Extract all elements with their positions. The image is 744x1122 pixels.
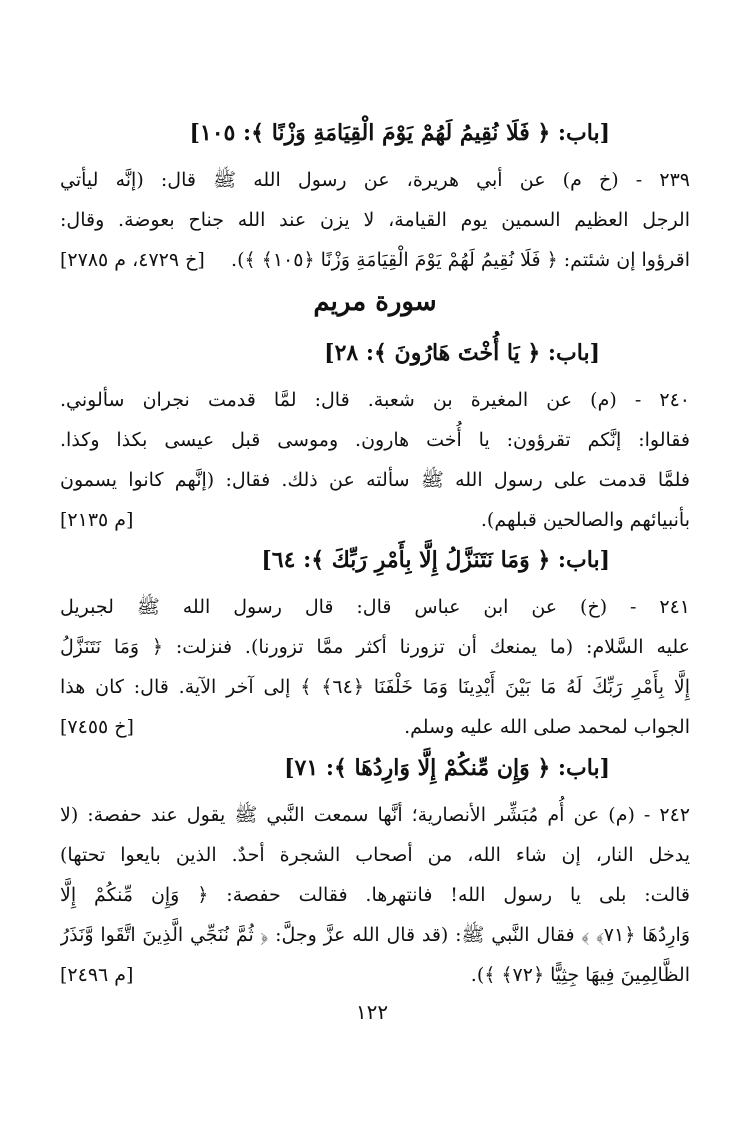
hadith-line: ٢٤١ - (خ) عن ابن عباس قال: قال رسول الله ﷺ لجبريل [60,596,690,618]
hadith-line: ٢٤٠ - (م) عن المغيرة بن شعبة. قال: لمَّا قدمت نجران سألوني. [60,389,690,411]
bab-heading: [باب: ﴿ وَمَا نَتَنَزَّلُ إِلَّا بِأَمْرِ رَبِّكَ ﴾: ٦٤] [261,547,610,573]
bab-heading: [باب: ﴿ يَا أُخْتَ هَارُونَ ﴾: ٢٨] [324,340,600,366]
bab-heading: [باب: ﴿ فَلَا نُقِيمُ لَهُمْ يَوْمَ الْقِيَامَةِ وَزْنًا ﴾: ١٠٥] [189,120,610,146]
hadith-reference: [خ ٤٧٢٩، م ٢٧٨٥] [60,249,205,271]
hadith-reference: [خ ٧٤٥٥] [60,716,134,738]
hadith-line-last [60,955,690,995]
hadith-line: يدخل النار، إن شاء الله، من أصحاب الشجرة أحدٌ. الذين بايعوا تحتها) [60,844,690,866]
section-bab-105 [60,113,690,153]
hadith-240 [60,380,690,540]
section-bab-71 [60,748,690,788]
hadith-line: فقالوا: إنَّكم تقرؤون: يا أُخت هارون. وموسى قبل عيسى بكذا وكذا. [60,429,690,451]
hadith-line-text: اقرؤوا إن شئتم: ﴿ فَلَا نُقِيمُ لَهُمْ يَوْمَ الْقِيَامَةِ وَزْنًا ﴿١٠٥﴾ ﴾). [231,249,690,271]
hadith-line: قالت: بلى يا رسول الله! فانتهرها. فقالت حفصة: ﴿ وَإِن مِّنكُمْ إِلَّا [60,884,690,906]
page-number: ١٢٢ [355,1000,389,1024]
hadith-line: وَارِدُهَا ﴿٧١﴾ ﴾ فقال النَّبي ﷺ: (قد قال الله عزَّ وجلَّ: ﴿ ثُمَّ نُنَجِّي الَّذِينَ اتَّقَوا وَّنَذَرُ [60,924,690,946]
hadith-241 [60,587,690,747]
bab-heading: [باب: ﴿ وَإِن مِّنكُمْ إِلَّا وَارِدُهَا ﴾: ٧١] [284,755,610,781]
hadith-line-last [60,707,690,747]
hadith-line: فلمَّا قدمت على رسول الله ﷺ سألته عن ذلك. فقال: (إنَّهم كانوا يسمون [60,469,690,491]
hadith-line: عليه السَّلام: (ما يمنعك أن تزورنا أكثر ممَّا تزورنا). فنزلت: ﴿ وَمَا نَتَنَزَّلُ [60,636,690,658]
hadith-line-last [60,240,690,280]
hadith-line-text: الظَّالِمِينَ فِيهَا جِثِيًّا ﴿٧٢﴾ ﴾). [470,964,690,986]
hadith-line: ٢٤٢ - (م) عن أُم مُبَشِّر الأنصارية؛ أنَّها سمعت النَّبي ﷺ يقول عند حفصة: (لا [60,804,690,826]
hadith-reference: [م ٢٤٩٦] [60,964,134,986]
hadith-line: الرجل العظيم السمين يوم القيامة، لا يزن عند الله جناح بعوضة. وقال: [60,209,690,231]
hadith-242 [60,795,690,995]
hadith-reference: [م ٢١٣٥] [60,509,134,531]
hadith-line: ٢٣٩ - (خ م) عن أبي هريرة، عن رسول الله ﷺ قال: (إنَّه ليأتي [60,169,690,191]
surah-title: سورة مريم [313,287,437,317]
section-bab-64 [60,540,690,580]
surah-title-block [60,285,690,319]
hadith-line-text: بأنبيائهم والصالحين قبلهم). [480,509,690,531]
hadith-line-text: الجواب لمحمد صلى الله عليه وسلم. [404,716,690,738]
hadith-line: إِلَّا بِأَمْرِ رَبِّكَ لَهُ مَا بَيْنَ أَيْدِينَا وَمَا خَلْفَنَا ﴿٦٤﴾ ﴾ إلى آخر الآية. قال: كان هذا [60,676,690,698]
section-bab-28 [60,333,690,373]
hadith-239 [60,160,690,280]
hadith-line-last [60,500,690,540]
